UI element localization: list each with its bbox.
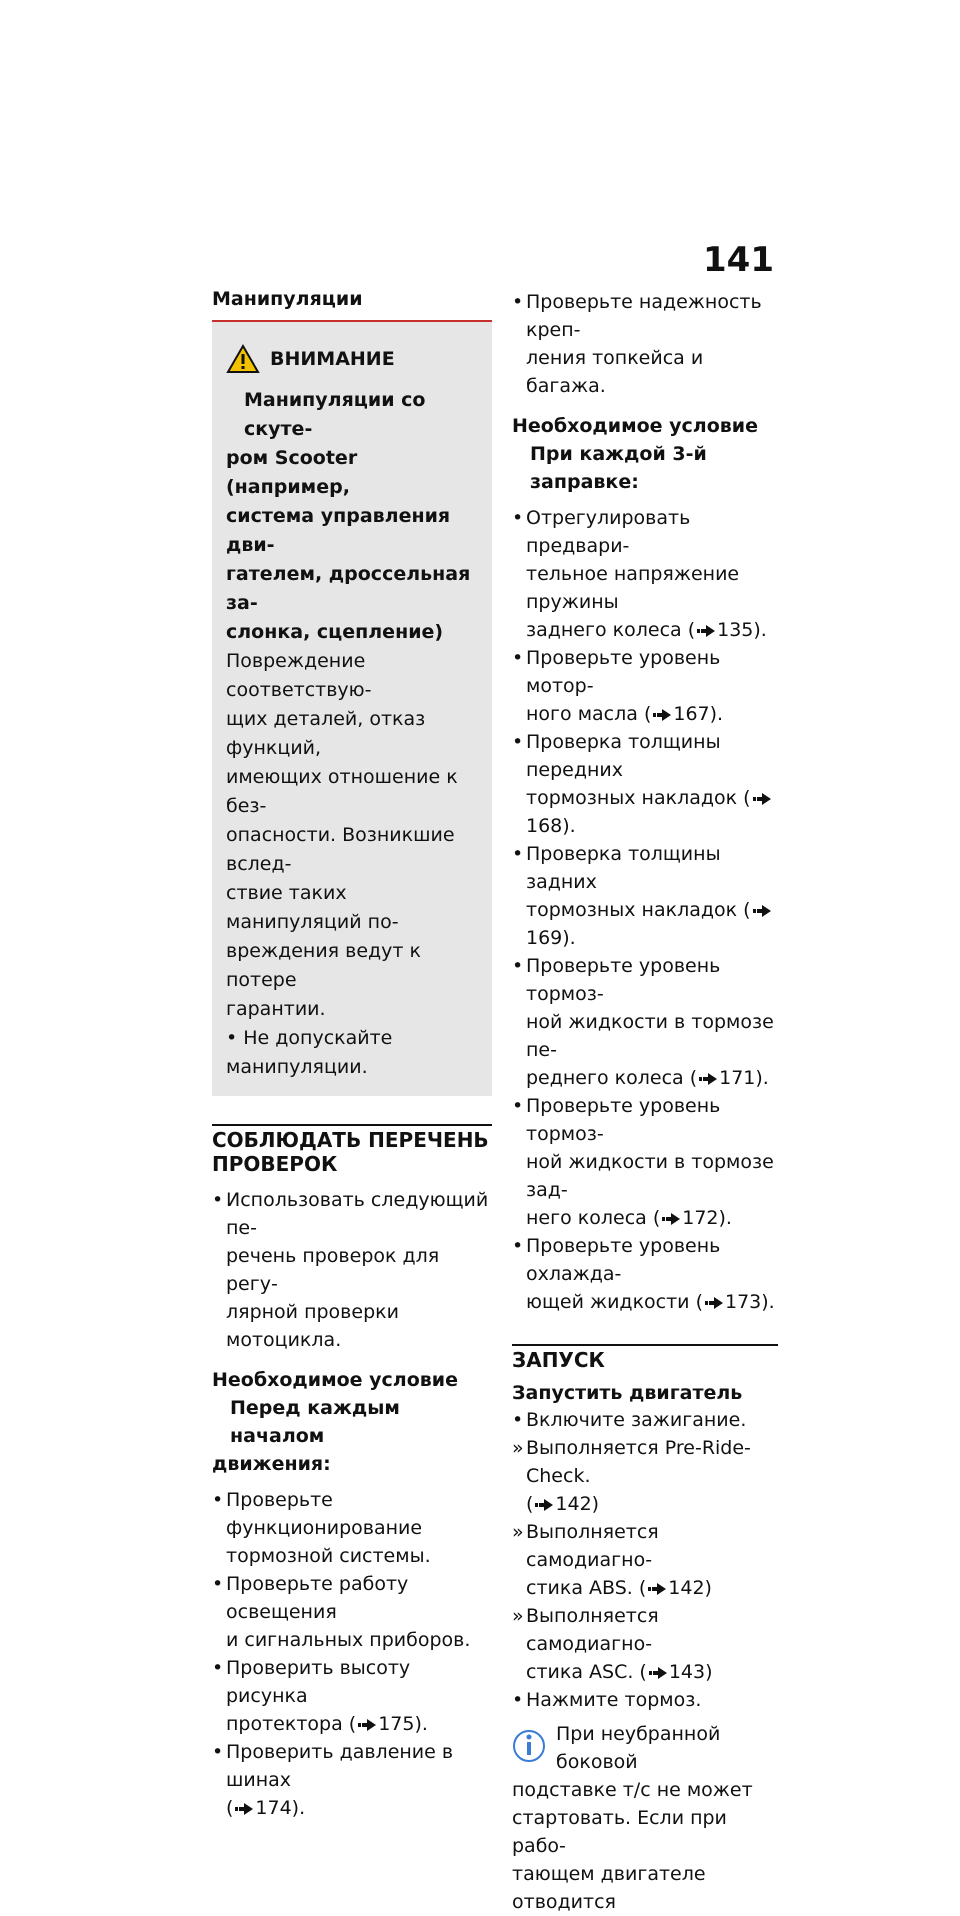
page-reference-arrow-icon[interactable] [535,1499,553,1511]
page-reference[interactable]: 167). [673,703,724,725]
list-item-line [526,1204,778,1232]
page-reference-arrow-icon[interactable] [235,1803,253,1815]
warning-bold-line: Манипуляции со скуте- [244,389,426,440]
list-item [512,1092,778,1232]
warning-bold-line: гателем, дроссельная за- [226,563,471,614]
list-item-line: • Проверьте уровень тормоз- [526,955,721,1005]
top-list [512,288,778,400]
warning-text [226,647,482,1082]
list-item [212,1654,492,1738]
list-item-line [226,1710,492,1738]
page-reference-arrow-icon[interactable] [649,1667,667,1679]
list-item-line: ной жидкости в тормозе зад- [526,1151,774,1201]
warning-bold-line: ром Scooter (например, [226,447,358,498]
condition-label: Необходимое условие [512,415,758,437]
list-item-line [526,1658,778,1686]
page-reference[interactable]: 143) [668,1661,713,1683]
warning-bold-line: система управления дви- [226,505,451,556]
page-reference-arrow-icon[interactable] [699,1073,717,1085]
list-item-line: лярной проверки мотоцикла. [226,1301,399,1351]
list-item-line [526,784,778,840]
list-item-line: ления топкейса и багажа. [526,347,704,397]
warning-header [226,344,482,374]
page-reference[interactable]: 135). [717,619,767,641]
list-item-line: тормозной системы. [226,1545,431,1567]
list-item-line [526,1064,778,1092]
list-item-line [526,896,778,952]
list-item-line [526,1288,778,1316]
right-column [512,288,778,1916]
page-reference[interactable]: 171). [719,1067,769,1089]
list-item-text: реднего колеса ( [526,1067,698,1089]
page-reference[interactable]: 172). [682,1207,732,1229]
step-item: • Включите зажигание. [512,1406,778,1434]
warning-box [212,320,492,1096]
info-note [512,1720,778,1916]
list-item-text: тормозных накладок ( [526,899,751,921]
list-item-line: • Проверьте уровень охлажда- [526,1235,721,1285]
list-item-line: • Проверка толщины передних [526,731,721,781]
list-item [512,840,778,952]
list-item-line: • Проверить давление в шинах [226,1741,454,1791]
list-item-text: стика ASC. ( [526,1661,647,1683]
list-item [512,728,778,840]
page-reference-arrow-icon[interactable] [662,1213,680,1225]
page-reference-arrow-icon[interactable] [753,905,771,917]
checklist-rule [212,1124,492,1176]
step-item: • Нажмите тормоз. [512,1686,778,1714]
start-title: ЗАПУСК [512,1348,605,1372]
checklist-title [212,1128,492,1176]
page-reference-arrow-icon[interactable] [358,1719,376,1731]
list-item-line: » Выполняется Pre-Ride-Check. [526,1437,751,1487]
condition-heading [212,1366,492,1478]
warning-bullet-text: Не допускайте манипуляции. [226,1027,393,1078]
list-item [512,1232,778,1316]
warning-text-line: щих деталей, отказ функций, [226,708,426,759]
condition-line: Перед каждым началом [230,1397,400,1447]
list-item-text: протектора ( [226,1713,357,1735]
condition-label: Необходимое условие [212,1369,458,1391]
list-item [212,1486,492,1570]
warning-text-line: опасности. Возникшие вслед- [226,824,455,875]
list-item-line: » Выполняется самодиагно- [526,1521,659,1571]
warning-label: ВНИМАНИЕ [270,348,395,370]
list-item-text: ющей жидкости ( [526,1291,703,1313]
info-line: При неубранной боковой [556,1723,721,1773]
info-line: тающем двигателе отводится [512,1863,706,1913]
list-item-text: него колеса ( [526,1207,661,1229]
info-line: подставке т/с не может [512,1779,753,1801]
list-item-text: ( [526,1493,534,1515]
checklist-title-line: ПРОВЕРОК [212,1152,338,1176]
list-item-line: • Отрегулировать предвари- [526,507,691,557]
page-reference[interactable]: 175). [378,1713,428,1735]
page-reference[interactable]: 174). [255,1797,306,1819]
list-item-text: ( [226,1797,234,1819]
result-item [512,1434,778,1518]
list-item-line [526,1574,778,1602]
start-steps [512,1406,778,1714]
list-item [212,1738,492,1822]
result-item [512,1518,778,1602]
list-item-line: • Проверка толщины задних [526,843,721,893]
checklist-intro [212,1186,492,1354]
page-reference-arrow-icon[interactable] [753,793,771,805]
page-number: 141 [703,240,774,280]
condition-line: движения: [212,1453,331,1475]
list-item-line: • Проверить высоту рисунка [226,1657,411,1707]
list-item [212,1570,492,1654]
warning-text-line: ствие таких манипуляций по- [226,882,399,933]
page-reference[interactable]: 173). [724,1291,775,1313]
list-item-line: и сигнальных приборов. [226,1629,471,1651]
list-item-line: • Проверьте уровень тормоз- [526,1095,721,1145]
start-subtitle: Запустить двигатель [512,1382,743,1404]
page-reference-arrow-icon[interactable] [653,709,671,721]
list-item-line: » Выполняется самодиагно- [526,1605,659,1655]
warning-bold-line: слонка, сцепление) [226,621,444,643]
condition-line: При каждой 3-й заправке: [530,443,707,493]
list-item-line: • Проверьте надежность креп- [526,291,762,341]
list-item-line: речень проверок для регу- [226,1245,440,1295]
list-item-line [526,1490,778,1518]
section-title: Манипуляции [212,288,363,310]
warning-text-line: имеющих отношение к без- [226,766,458,817]
condition-heading [512,412,778,496]
info-icon [512,1724,546,1764]
list-item-text: стика ABS. ( [526,1577,647,1599]
page-reference[interactable]: 142) [668,1577,712,1599]
result-item [512,1602,778,1686]
checklist-title-line: СОБЛЮДАТЬ ПЕРЕЧЕНЬ [212,1128,489,1152]
list-item [512,952,778,1092]
warning-text-line: гарантии. [226,998,326,1020]
warning-text-line: Повреждение соответствую- [226,650,372,701]
list-item [512,644,778,728]
left-column [212,288,492,1822]
list-item [512,504,778,644]
warning-triangle-icon [226,344,260,374]
list-item-line [526,700,778,728]
list-item-line: • Использовать следующий пе- [226,1189,489,1239]
page-reference[interactable]: 168). [526,815,576,837]
list-item [212,1186,492,1354]
list-item-line [226,1794,492,1822]
list-item-line: • Проверьте уровень мотор- [526,647,721,697]
list-item [512,288,778,400]
list-item-line: ной жидкости в тормозе пе- [526,1011,774,1061]
list-item-text: тормозных накладок ( [526,787,751,809]
list-item-line [526,616,778,644]
page-reference-arrow-icon[interactable] [697,625,715,637]
warning-text-line: вреждения ведут к потере [226,940,421,991]
list-item-text: ного масла ( [526,703,652,725]
page-reference[interactable]: 142) [555,1493,600,1515]
list-item-line: тельное напряжение пружины [526,563,740,613]
refuel-check-list [512,504,778,1316]
list-item-line: • Проверьте функционирование [226,1489,423,1539]
page-reference-arrow-icon[interactable] [648,1583,666,1595]
page-reference[interactable]: 169). [526,927,576,949]
start-rule [512,1344,778,1372]
pre-ride-list [212,1486,492,1822]
list-item-line: • Проверьте работу освещения [226,1573,409,1623]
info-line: стартовать. Если при рабо- [512,1807,727,1857]
warning-bold-text [226,386,482,647]
page-reference-arrow-icon[interactable] [705,1297,723,1309]
list-item-text: заднего колеса ( [526,619,696,641]
warning-bullet: • Не допускайте манипуляции. [226,1027,393,1078]
